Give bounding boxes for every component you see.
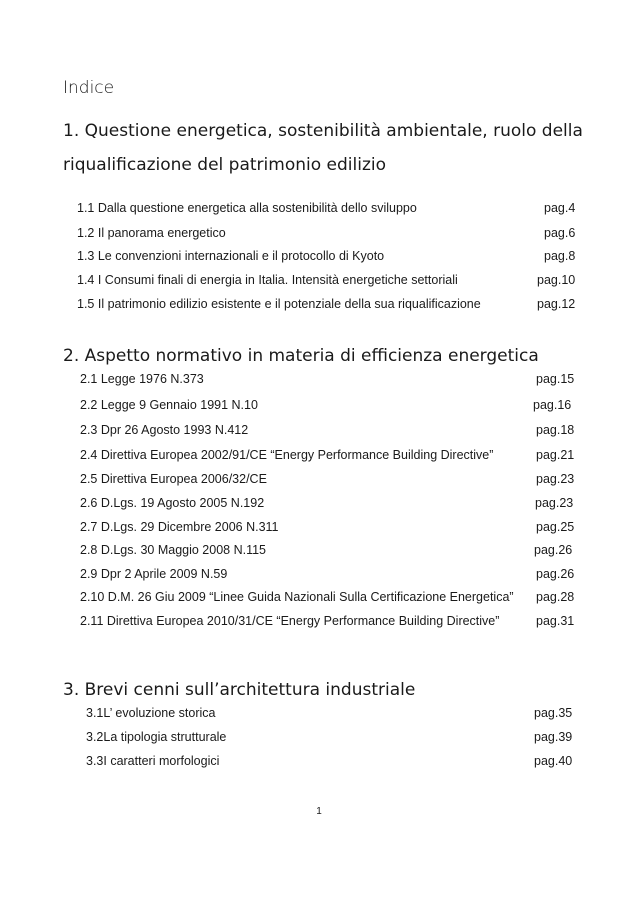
toc-entry-label: 2.6 D.Lgs. 19 Agosto 2005 N.192 bbox=[80, 496, 265, 510]
toc-entry-page: pag.6 bbox=[544, 226, 576, 240]
chapter-3-heading: 3. Brevi cenni sull’architettura industriale bbox=[63, 680, 416, 700]
toc-entry-page: pag.21 bbox=[536, 448, 575, 462]
toc-entry-label: 3.2La tipologia strutturale bbox=[86, 730, 227, 744]
toc-entry-label: 2.5 Direttiva Europea 2006/32/CE bbox=[80, 472, 267, 486]
toc-entry-label: 1.4 I Consumi finali di energia in Italia. Intensità energetiche settoriali bbox=[77, 273, 458, 287]
toc-entry-page: pag.25 bbox=[536, 520, 575, 534]
toc-entry-page: pag.26 bbox=[536, 567, 575, 581]
toc-entry-label: 1.2 Il panorama energetico bbox=[77, 226, 226, 240]
toc-entry-page: pag.39 bbox=[534, 730, 573, 744]
chapter-1-heading bbox=[63, 114, 583, 182]
toc-entry-page: pag.40 bbox=[534, 754, 573, 768]
toc-entry-label: 1.1 Dalla questione energetica alla sostenibilità dello sviluppo bbox=[77, 201, 417, 215]
toc-entry-label: 2.3 Dpr 26 Agosto 1993 N.412 bbox=[80, 423, 249, 437]
toc-entry-label: 2.4 Direttiva Europea 2002/91/CE “Energy Performance Building Directive” bbox=[80, 448, 494, 462]
toc-entry-page: pag.16 bbox=[533, 398, 572, 412]
toc-entry-page: pag.10 bbox=[537, 273, 576, 287]
toc-entry-label: 1.5 Il patrimonio edilizio esistente e il potenziale della sua riqualificazione bbox=[77, 297, 481, 311]
toc-entry-page: pag.26 bbox=[534, 543, 573, 557]
chapter-1-heading-line1: 1. Questione energetica, sostenibilità ambientale, ruolo della bbox=[63, 121, 583, 141]
toc-entry-page: pag.31 bbox=[536, 614, 575, 628]
page-number: 1 bbox=[316, 806, 322, 817]
toc-entry-page: pag.18 bbox=[536, 423, 575, 437]
toc-entry-label: 2.8 D.Lgs. 30 Maggio 2008 N.115 bbox=[80, 543, 267, 557]
toc-entry-page: pag.28 bbox=[536, 590, 575, 604]
toc-entry-label: 2.2 Legge 9 Gennaio 1991 N.10 bbox=[80, 398, 258, 412]
toc-entry-label: 2.9 Dpr 2 Aprile 2009 N.59 bbox=[80, 567, 228, 581]
toc-entry-label: 1.3 Le convenzioni internazionali e il protocollo di Kyoto bbox=[77, 249, 385, 263]
toc-entry-label: 2.10 D.M. 26 Giu 2009 “Linee Guida Nazionali Sulla Certificazione Energetica” bbox=[80, 590, 514, 604]
toc-entry-page: pag.35 bbox=[534, 706, 573, 720]
toc-entry-label: 2.11 Direttiva Europea 2010/31/CE “Energy Performance Building Directive” bbox=[80, 614, 500, 628]
index-title: Indice bbox=[63, 78, 115, 98]
chapter-1-heading-line2: riqualificazione del patrimonio edilizio bbox=[63, 155, 386, 175]
toc-entry-label: 2.1 Legge 1976 N.373 bbox=[80, 372, 204, 386]
toc-entry-label: 3.3I caratteri morfologici bbox=[86, 754, 220, 768]
toc-entry-label: 2.7 D.Lgs. 29 Dicembre 2006 N.311 bbox=[80, 520, 279, 534]
toc-entry-page: pag.4 bbox=[544, 201, 576, 215]
toc-entry-page: pag.23 bbox=[535, 496, 574, 510]
toc-entry-label: 3.1L’ evoluzione storica bbox=[86, 706, 216, 720]
toc-entry-page: pag.12 bbox=[537, 297, 576, 311]
toc-entry-page: pag.15 bbox=[536, 372, 575, 386]
chapter-2-heading: 2. Aspetto normativo in materia di efficienza energetica bbox=[63, 346, 539, 366]
toc-entry-page: pag.8 bbox=[544, 249, 576, 263]
toc-entry-page: pag.23 bbox=[536, 472, 575, 486]
